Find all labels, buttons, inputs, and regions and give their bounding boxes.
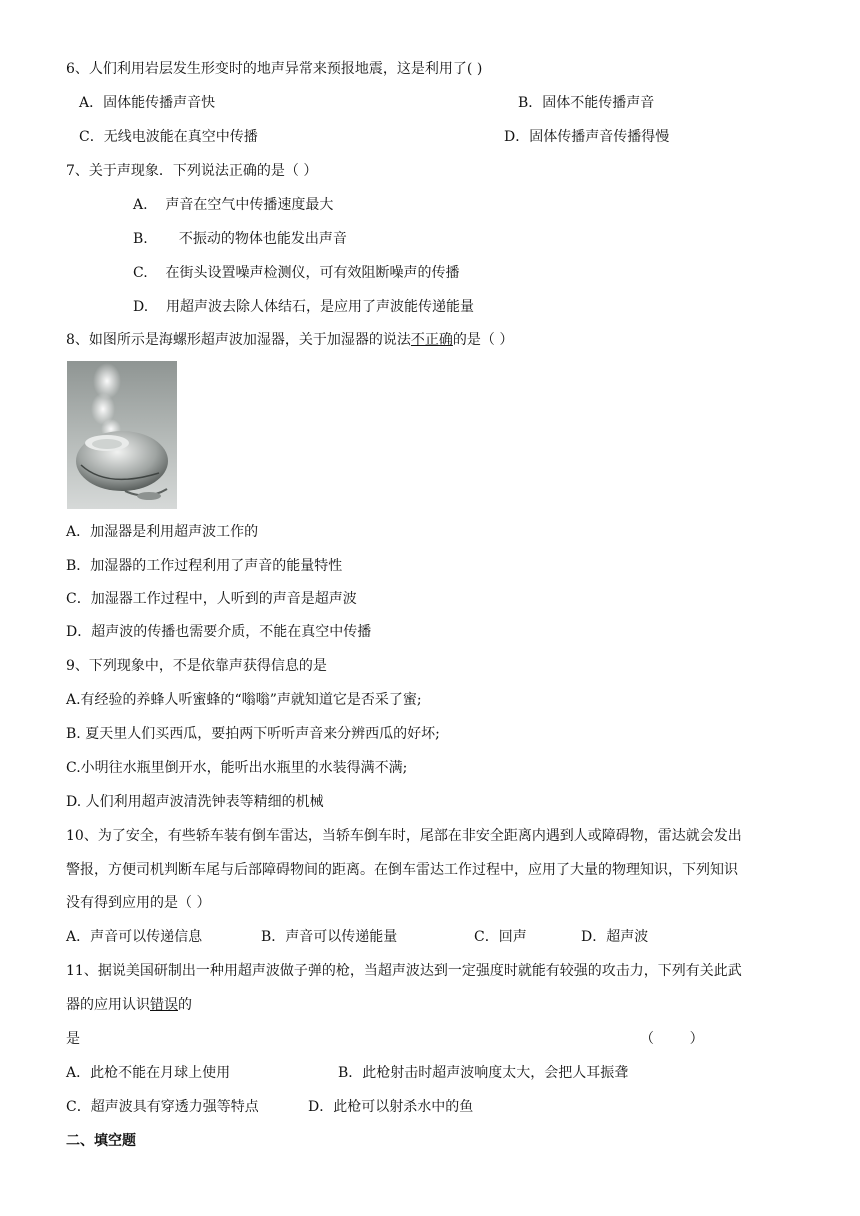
- q9-option-c: C.小明往水瓶里倒开水，能听出水瓶里的水装得满不满;: [66, 760, 408, 776]
- q9-stem: 9、下列现象中，不是依靠声获得信息的是: [66, 658, 327, 674]
- q10-stem-line-3: 没有得到应用的是（ ）: [66, 895, 211, 911]
- q10-option-a: A．声音可以传递信息: [66, 929, 203, 945]
- q8-stem-tail: 的是（ ）: [452, 332, 514, 348]
- q10-option-d: D．超声波: [581, 929, 649, 945]
- q11-stem-line-2-tail: 的: [178, 997, 192, 1013]
- q11-answer-paren: （ ）: [640, 1031, 704, 1047]
- q11-option-b: B．此枪射击时超声波响度太大，会把人耳振聋: [338, 1065, 629, 1081]
- q6-option-d: D．固体传播声音传播得慢: [504, 129, 670, 145]
- humidifier-photo: [67, 361, 177, 509]
- q8-stem-text: 8、如图所示是海螺形超声波加湿器，关于加湿器的说法: [66, 332, 411, 348]
- q6-option-c: C．无线电波能在真空中传播: [79, 129, 258, 145]
- q7-option-d: D. 用超声波去除人体结石，是应用了声波能传递能量: [133, 299, 474, 315]
- q6-stem: 6、人们利用岩层发生形变时的地声异常来预报地震，这是利用了( ): [66, 61, 483, 77]
- q8-option-a: A．加湿器是利用超声波工作的: [66, 524, 259, 540]
- q6-option-a: A．固体能传播声音快: [79, 95, 216, 111]
- q6-option-b: B．固体不能传播声音: [518, 95, 655, 111]
- q7-option-b: B. 不振动的物体也能发出声音: [133, 231, 347, 247]
- q11-stem-line-2-text: 器的应用认识: [66, 997, 150, 1013]
- q8-stem: [66, 330, 513, 350]
- q8-option-c: C．加湿器工作过程中，人听到的声音是超声波: [66, 591, 357, 607]
- q9-option-a: A.有经验的养蜂人听蜜蜂的“嗡嗡”声就知道它是否采了蜜;: [66, 692, 422, 708]
- q8-option-d: D．超声波的传播也需要介质，不能在真空中传播: [66, 624, 372, 640]
- q11-option-a: A．此枪不能在月球上使用: [66, 1065, 231, 1081]
- q10-stem-line-2: 警报，方便司机判断车尾与后部障碍物间的距离。在倒车雷达工作过程中，应用了大量的物理知识，下列知识: [66, 862, 738, 878]
- q10-option-b: B．声音可以传递能量: [261, 929, 398, 945]
- q9-option-d: D. 人们利用超声波清洗钟表等精细的机械: [66, 794, 324, 810]
- q11-stem-underlined: 错误: [150, 997, 178, 1013]
- conch-humidifier-image: [67, 361, 177, 509]
- q11-stem-line-1: 11、据说美国研制出一种用超声波做子弹的枪，当超声波达到一定强度时就能有较强的攻击力，下列有关此武: [66, 963, 742, 979]
- q11-stem-line-3: 是: [66, 1031, 80, 1047]
- q8-stem-underlined: 不正确: [410, 332, 453, 348]
- q11-option-c: C．超声波具有穿透力强等特点: [66, 1099, 259, 1115]
- q11-stem-line-2: [66, 995, 192, 1015]
- q7-option-c: C. 在街头设置噪声检测仪，可有效阻断噪声的传播: [133, 265, 460, 281]
- q9-option-b: B. 夏天里人们买西瓜，要拍两下听听声音来分辨西瓜的好坏;: [66, 726, 440, 742]
- q11-option-d: D．此枪可以射杀水中的鱼: [308, 1099, 474, 1115]
- q10-stem-line-1: 10、为了安全，有些轿车装有倒车雷达，当轿车倒车时，尾部在非安全距离内遇到人或障碍物，雷达就会发出: [66, 828, 742, 844]
- q8-option-b: B．加湿器的工作过程利用了声音的能量特性: [66, 558, 343, 574]
- q7-option-a: A. 声音在空气中传播速度最大: [133, 197, 334, 213]
- q10-option-c: C．回声: [474, 929, 527, 945]
- section-2-title: 二、填空题: [66, 1133, 136, 1149]
- q7-stem: 7、关于声现象．下列说法正确的是（ ）: [66, 163, 318, 179]
